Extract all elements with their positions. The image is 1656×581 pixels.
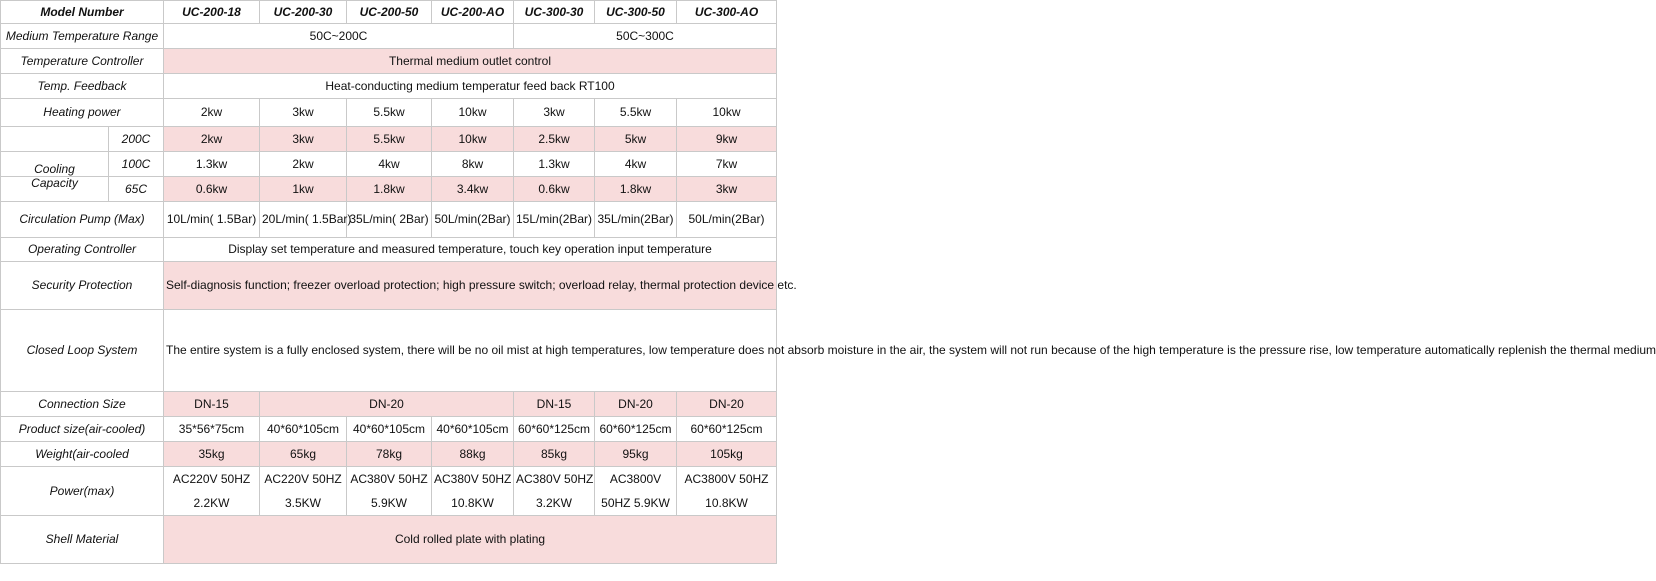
table-cell: 60*60*125cm <box>595 417 677 442</box>
table-cell: 50L/min(2Bar) <box>677 202 777 238</box>
table-cell: 10L/min( 1.5Bar) <box>164 202 260 238</box>
row-label: Temp. Feedback <box>1 74 164 99</box>
power-kw: 2.2KW <box>193 496 230 510</box>
table-cell: 60*60*125cm <box>514 417 595 442</box>
power-spec: AC220V 50HZ <box>264 472 342 486</box>
table-cell: 4kw <box>347 152 432 177</box>
power-spec: AC3800V 50HZ <box>684 472 769 486</box>
shell-material-value: Cold rolled plate with plating <box>164 516 777 564</box>
power-kw: 5.9KW <box>370 496 407 510</box>
model-number-label: Model Number <box>1 1 164 24</box>
cooling-temp-label: 100C <box>109 152 164 177</box>
row-label: Operating Controller <box>1 238 164 262</box>
table-cell: 2kw <box>164 99 260 127</box>
power-kw: 50HZ 5.9KW <box>601 496 670 510</box>
cooling-row-100c <box>1 152 777 177</box>
cooling-row-200c <box>1 127 777 152</box>
table-cell: 95kg <box>595 442 677 467</box>
table-cell: 9kw <box>677 127 777 152</box>
row-label: Connection Size <box>1 392 164 417</box>
table-cell: 5.5kw <box>595 99 677 127</box>
table-cell: 1.3kw <box>514 152 595 177</box>
temp-controller-row <box>1 49 777 74</box>
temp-controller-value: Thermal medium outlet control <box>164 49 777 74</box>
cooling-temp-label: 65C <box>109 177 164 202</box>
power-cell <box>432 467 514 516</box>
table-cell: 7kw <box>677 152 777 177</box>
operating-controller-row <box>1 238 777 262</box>
heating-power-row <box>1 99 777 127</box>
table-cell: 2kw <box>164 127 260 152</box>
table-cell: 40*60*105cm <box>347 417 432 442</box>
row-label: Power(max) <box>1 467 164 516</box>
weight-row <box>1 442 777 467</box>
power-cell <box>347 467 432 516</box>
power-cell <box>164 467 260 516</box>
table-cell: 10kw <box>677 99 777 127</box>
table-cell: DN-15 <box>514 392 595 417</box>
row-label: Security Protection <box>1 262 164 310</box>
table-cell: 3kw <box>260 127 347 152</box>
table-cell: DN-20 <box>260 392 514 417</box>
table-cell: 35kg <box>164 442 260 467</box>
table-cell: 0.6kw <box>164 177 260 202</box>
row-label: Heating power <box>1 99 164 127</box>
table-cell: 2.5kw <box>514 127 595 152</box>
model-header: UC-200-30 <box>260 1 347 24</box>
model-header: UC-300-30 <box>514 1 595 24</box>
table-cell: 8kw <box>432 152 514 177</box>
power-kw: 10.8KW <box>451 496 494 510</box>
power-cell <box>260 467 347 516</box>
connection-size-row <box>1 392 777 417</box>
power-cell <box>677 467 777 516</box>
power-kw: 3.2KW <box>535 496 572 510</box>
table-cell: 105kg <box>677 442 777 467</box>
power-row <box>1 467 777 516</box>
row-label: Weight(air-cooled <box>1 442 164 467</box>
table-cell: 88kg <box>432 442 514 467</box>
table-cell: 78kg <box>347 442 432 467</box>
power-cell <box>514 467 595 516</box>
model-header: UC-200-18 <box>164 1 260 24</box>
table-cell: 35*56*75cm <box>164 417 260 442</box>
table-cell: 1.3kw <box>164 152 260 177</box>
closed-loop-value: The entire system is a fully enclosed system, there will be no oil mist at high temperatures, low temperature does not absorb moisture in the air, the system will not run because of the high temperature is the pressure rise, low temperature automatically replenish the thermal medium <box>164 310 777 392</box>
row-label: Medium Temperature Range <box>1 24 164 49</box>
table-cell: DN-15 <box>164 392 260 417</box>
table-cell: 40*60*105cm <box>432 417 514 442</box>
power-kw: 10.8KW <box>705 496 748 510</box>
product-size-row <box>1 417 777 442</box>
row-label: Closed Loop System <box>1 310 164 392</box>
table-cell: 1.8kw <box>347 177 432 202</box>
temp-range-uc200: 50C~200C <box>164 24 514 49</box>
closed-loop-row <box>1 310 777 392</box>
model-header: UC-300-AO <box>677 1 777 24</box>
table-cell: 85kg <box>514 442 595 467</box>
table-cell: 5.5kw <box>347 127 432 152</box>
table-cell: 35L/min(2Bar) <box>595 202 677 238</box>
row-label: Circulation Pump (Max) <box>1 202 164 238</box>
table-cell: 0.6kw <box>514 177 595 202</box>
table-cell: 3kw <box>514 99 595 127</box>
power-spec: AC380V 50HZ <box>434 472 512 486</box>
operating-controller-value: Display set temperature and measured temperature, touch key operation input temperature <box>164 238 777 262</box>
table-cell: 10kw <box>432 99 514 127</box>
cooling-temp-label: 200C <box>109 127 164 152</box>
power-cell <box>595 467 677 516</box>
power-spec: AC380V 50HZ <box>516 472 594 486</box>
power-spec: AC220V 50HZ <box>172 472 251 486</box>
row-label: Shell Material <box>1 516 164 564</box>
table-cell: 1.8kw <box>595 177 677 202</box>
power-kw: 3.5KW <box>284 496 321 510</box>
temp-feedback-row <box>1 74 777 99</box>
table-cell: 5kw <box>595 127 677 152</box>
temp-feedback-value: Heat-conducting medium temperatur feed back RT100 <box>164 74 777 99</box>
row-label: Product size(air-cooled) <box>1 417 164 442</box>
table-cell: 10kw <box>432 127 514 152</box>
table-cell: 65kg <box>260 442 347 467</box>
table-cell: 3.4kw <box>432 177 514 202</box>
model-header: UC-200-50 <box>347 1 432 24</box>
table-cell: 3kw <box>677 177 777 202</box>
power-spec: AC3800V <box>609 472 662 486</box>
table-cell: 40*60*105cm <box>260 417 347 442</box>
table-cell: 3kw <box>260 99 347 127</box>
temp-range-uc300: 50C~300C <box>514 24 777 49</box>
table-cell: 2kw <box>260 152 347 177</box>
row-label: Temperature Controller <box>1 49 164 74</box>
cooling-row-65c <box>1 177 777 202</box>
table-cell: 50L/min(2Bar) <box>432 202 514 238</box>
empty-cell <box>1 127 109 152</box>
circulation-pump-row <box>1 202 777 238</box>
table-cell: DN-20 <box>595 392 677 417</box>
power-spec: AC380V 50HZ <box>350 472 428 486</box>
model-header: UC-300-50 <box>595 1 677 24</box>
cooling-label-line1: Cooling <box>1 152 109 177</box>
medium-temp-range-row <box>1 24 777 49</box>
table-cell: DN-20 <box>677 392 777 417</box>
table-cell: 20L/min( 1.5Bar) <box>260 202 347 238</box>
model-header: UC-200-AO <box>432 1 514 24</box>
security-protection-value: Self-diagnosis function; freezer overload protection; high pressure switch; overload relay, thermal protection device etc. <box>164 262 777 310</box>
shell-material-row <box>1 516 777 564</box>
table-cell: 15L/min(2Bar) <box>514 202 595 238</box>
header-row <box>1 1 777 24</box>
table-cell: 4kw <box>595 152 677 177</box>
cooling-label-line2: Capacity <box>1 177 109 202</box>
table-cell: 5.5kw <box>347 99 432 127</box>
table-cell: 1kw <box>260 177 347 202</box>
security-protection-row <box>1 262 777 310</box>
table-cell: 35L/min( 2Bar) <box>347 202 432 238</box>
table-cell: 60*60*125cm <box>677 417 777 442</box>
